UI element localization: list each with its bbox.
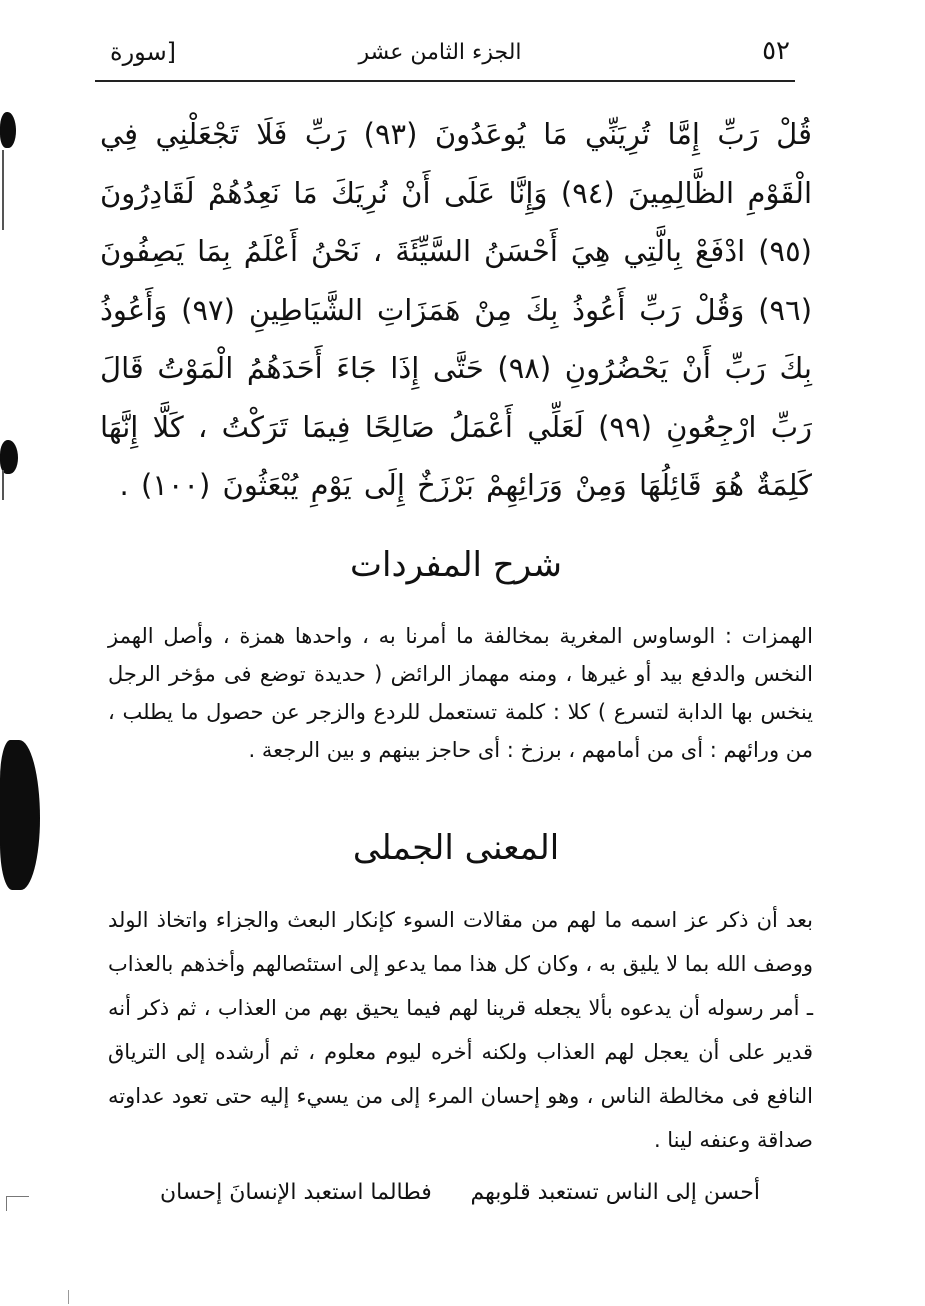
scan-blot — [0, 440, 18, 474]
scan-blot — [0, 740, 40, 890]
scan-edge-line — [2, 150, 4, 230]
meaning-heading: المعنى الجملى — [352, 828, 560, 868]
poem-line — [160, 1180, 760, 1205]
page-header — [90, 30, 790, 80]
running-head: الجزء الثامن عشر — [358, 40, 522, 65]
scan-faint-mark — [68, 1290, 69, 1304]
surah-label: [سورة — [110, 38, 177, 66]
vocab-text: الهمزات : الوساوس المغرية بمخالفة ما أمرنا به ، واحدها همزة ، وأصل الهمز النخس والدفع بيد أو غيرها ، ومنه مهماز الرائض ( حديدة توضع فى مؤخر الرجل ينخس بها الدابة لتسرع ) كلا : كلمة تستعمل للردع والزجر عن حصول ما يطلب ، من ورائهم : أى من أمامهم ، برزخ : أى حاجز بينهم و بين الرجعة . — [108, 624, 813, 762]
vocab-heading: شرح المفردات — [349, 545, 563, 585]
quran-verses: قُلْ رَبِّ إِمَّا تُرِيَنِّي مَا يُوعَدُونَ (٩٣) رَبِّ فَلَا تَجْعَلْنِي فِي الْقَوْمِ الظَّالِمِينَ (٩٤) وَإِنَّا عَلَى أَنْ نُرِيَكَ مَا نَعِدُهُمْ لَقَادِرُونَ (٩٥) ادْفَعْ بِالَّتِي هِيَ أَحْسَنُ السَّيِّئَةَ ، نَحْنُ أَعْلَمُ بِمَا يَصِفُونَ (٩٦) وَقُلْ رَبِّ أَعُوذُ بِكَ مِنْ هَمَزَاتِ الشَّيَاطِينِ (٩٧) وَأَعُوذُ بِكَ رَبِّ أَنْ يَحْضُرُونِ (٩٨) حَتَّى إِذَا جَاءَ أَحَدَهُمُ الْمَوْتُ قَالَ رَبِّ ارْجِعُونِ (٩٩) لَعَلِّي أَعْمَلُ صَالِحًا فِيمَا تَرَكْتُ ، كَلَّا إِنَّهَا كَلِمَةٌ هُوَ قَائِلُهَا وَمِنْ وَرَائِهِمْ بَرْزَخٌ إِلَى يَوْمِ يُبْعَثُونَ (١٠٠) . — [100, 117, 813, 502]
scan-edge-line — [2, 470, 4, 500]
scan-corner-mark — [6, 1196, 29, 1211]
header-rule — [95, 80, 795, 82]
meaning-text: بعد أن ذكر عز اسمه ما لهم من مقالات السوء كإنكار البعث والجزاء واتخاذ الولد ووصف الله بما لا يليق به ، وكان كل هذا مما يدعو إلى استئصالهم وأخذهم بالعذاب ـ أمر رسوله أن يدعوه بألا يجعله قرينا لهم فيما يحيق بهم من العذاب ، ثم ذكر أنه قدير على أن يعجل لهم العذاب ولكنه أخره ليوم معلوم ، ثم أرشده إلى الترياق النافع فى مخالطة الناس ، وهو إحسان المرء إلى من يسيء إليه حتى تعود عداوته صداقة وعنفه لينا . — [108, 908, 813, 1152]
poem-hemistich-1: أحسن إلى الناس تستعبد قلوبهم — [470, 1180, 760, 1205]
scan-blot — [0, 112, 16, 148]
poem-hemistich-2: فطالما استعبد الإنسانَ إحسان — [160, 1180, 432, 1205]
page-number: ٥٢ — [762, 36, 790, 66]
